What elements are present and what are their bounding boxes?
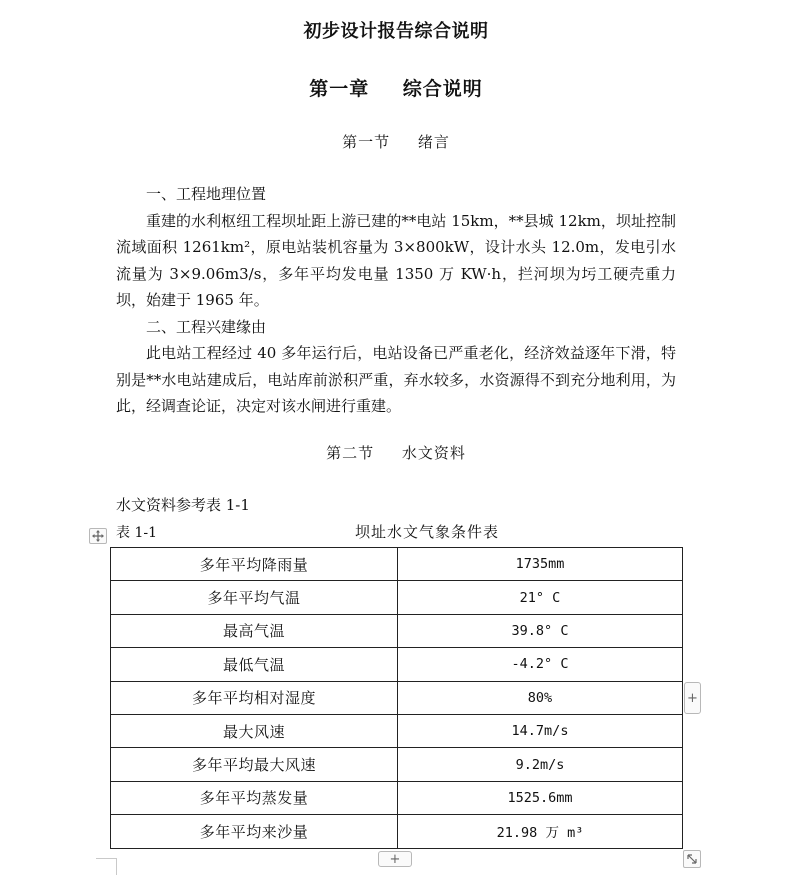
table-number: 表 1-1 — [116, 525, 157, 541]
table-caption: 坝址水文气象条件表 — [355, 523, 500, 541]
heading-project-reason: 二、工程兴建缘由 — [146, 317, 267, 336]
resize-diagonal-icon — [686, 853, 698, 865]
table-cell-label[interactable]: 最高气温 — [111, 614, 398, 647]
table-move-handle[interactable] — [89, 528, 107, 544]
table-cell-value[interactable]: 21° C — [398, 581, 683, 614]
table-cell-label[interactable]: 多年平均降雨量 — [111, 548, 398, 581]
section-body-introduction — [116, 181, 676, 420]
table-reference-text: 水文资料参考表 1-1 — [116, 496, 250, 514]
paragraph-project-location: 重建的水利枢纽工程坝址距上游已建的**电站 15km，**县城 12km，坝址控制流域面积 1261km²，原电站装机容量为 3×800kW，设计水头 12.0m，发电引水流量为 3×9.06m3/s，多年平均发电量 1350 万 KW·h，拦河坝为圬工硬壳重力坝，始建于 1965 年。 — [116, 211, 676, 309]
table-cell-label[interactable]: 最低气温 — [111, 648, 398, 681]
heading-project-location: 一、工程地理位置 — [146, 185, 267, 203]
table-cell-value[interactable]: 9.2m/s — [398, 748, 683, 781]
table-cell-value[interactable]: 1525.6mm — [398, 781, 683, 814]
table-row — [111, 781, 683, 814]
table-cell-label[interactable]: 多年平均最大风速 — [111, 748, 398, 781]
paragraph-project-reason: 此电站工程经过 40 多年运行后，电站设备已严重老化，经济效益逐年下滑，特别是**水电站建成后，电站库前淤积严重，弃水较多，水资源得不到充分地利用，为此，经调查论证，决定对该水闸进行重建。 — [116, 344, 676, 415]
table-row — [111, 614, 683, 647]
margin-corner-mark — [96, 858, 116, 859]
add-column-button[interactable]: + — [684, 682, 701, 714]
table-cell-label[interactable]: 多年平均来沙量 — [111, 815, 398, 848]
table-cell-label[interactable]: 多年平均蒸发量 — [111, 781, 398, 814]
table-row — [111, 714, 683, 747]
table-row — [111, 648, 683, 681]
document-title: 初步设计报告综合说明 — [303, 21, 489, 42]
chapter-title: 第一章 综合说明 — [309, 78, 483, 100]
table-cell-value[interactable]: 21.98 万 m³ — [398, 815, 683, 848]
table-row — [111, 748, 683, 781]
table-cell-value[interactable]: 1735mm — [398, 548, 683, 581]
table-row — [111, 548, 683, 581]
table-cell-value[interactable]: 39.8° C — [398, 614, 683, 647]
table-cell-label[interactable]: 最大风速 — [111, 714, 398, 747]
table-cell-label[interactable]: 多年平均气温 — [111, 581, 398, 614]
table-row — [111, 815, 683, 848]
margin-corner-mark — [116, 858, 117, 875]
table-cell-label[interactable]: 多年平均相对湿度 — [111, 681, 398, 714]
table-row — [111, 581, 683, 614]
add-row-button[interactable]: + — [378, 851, 412, 867]
table-cell-value[interactable]: 80% — [398, 681, 683, 714]
table-cell-value[interactable]: -4.2° C — [398, 648, 683, 681]
table-resize-handle[interactable] — [683, 850, 701, 868]
table-row — [111, 681, 683, 714]
hydro-weather-table — [110, 547, 683, 849]
move-cross-icon — [92, 530, 104, 542]
section-title-introduction: 第一节 绪言 — [342, 133, 450, 151]
table-cell-value[interactable]: 14.7m/s — [398, 714, 683, 747]
section-title-hydrology: 第二节 水文资料 — [326, 444, 466, 462]
